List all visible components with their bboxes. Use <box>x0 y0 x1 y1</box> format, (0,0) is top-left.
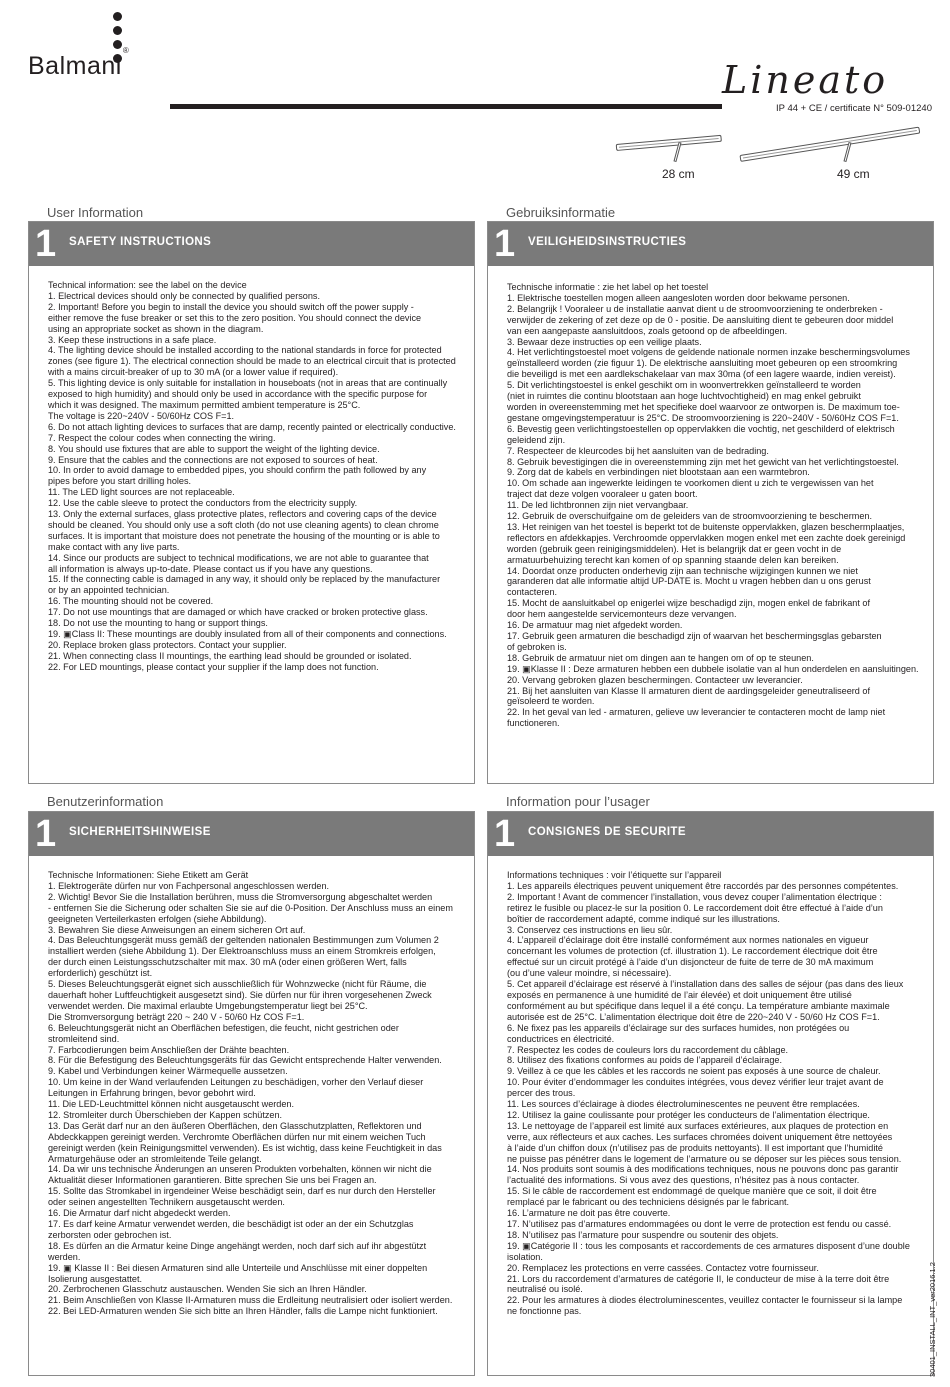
brand-name: Balmani <box>28 52 122 80</box>
section-title-de: Benutzerinformation <box>47 794 164 809</box>
section-body-fr: Informations techniques : voir l’étiquette sur l’appareil 1. Les appareils électriques peuvent uniquement être raccordés par des personnes compétentes. 2. Important ! Avant de commencer l’installation, vous devez couper l’alimentation électrique : retirez le fusible ou placez-le sur la position 0. Le raccordement doit être effectué à l’aide d’un boîtier de raccordement adapté, comme indiqué sur les illustrations. 3. Conservez ces instructions en lieu sûr. 4. L’appareil d’éclairage doit être installé conformément aux normes nationales en vigueur concernant les volumes de protection (cf. illustration 1). Le raccordement électrique doit être effectué sur un circuit protégé à l’aide d’un disjoncteur de fuite de terre de 30 mA maximum (ou d’une valeur moindre, si nécessaire). 5. Cet appareil d’éclairage est réservé à l’installation dans des salles de séjour (pas dans des lieux exposés en permanence à une humidité de l’air élevée) et doit uniquement être utilisé conformément au but spécifique dans lequel il a été conçu. La température ambiante maximale autorisée est de 25°C. L’alimentation électrique doit être de 220~240 V - 50/60 Hz COS F=1. 6. Ne fixez pas les appareils d’éclairage sur des surfaces humides, non protégées ou conductrices en électricité. 7. Respectez les codes de couleurs lors du raccordement du câblage. 8. Utilisez des fixations conformes au poids de l’appareil d’éclairage. 9. Veillez à ce que les câbles et les raccords ne soient pas exposés à une source de chaleur. 10. Pour éviter d’endommager les conduites intégrées, vous devez vérifier leur trajet avant de percer des trous. 11. Les sources d’éclairage à diodes électroluminescentes ne peuvent être remplacées. 12. Utilisez la gaine coulissante pour protéger les conducteurs de l’alimentation électrique. 13. Le nettoyage de l’appareil est limité aux surfaces extérieures, aux plaques de protection en verre, aux réflecteurs et aux caches. Les surfaces chromées doivent uniquement être nettoyées à l’aide d’un chiffon doux (n’utilisez pas de produits nettoyants). Il est important que l’humidité ne puisse pas pénétrer dans le logement de l’armature ou se déposer sur les pièces sous tension. 14. Nos produits sont soumis à des modifications techniques, nous ne pouvons donc pas garantir l’actualité des informations. Si vous avez des questions, n’hésitez pas à nous contacter. 15. Si le câble de raccordement est endommagé de quelque manière que ce soit, il doit être remplacé par le fabricant ou des techniciens désignés par le fabricant. 16. L’armature ne doit pas être couverte. 17. N’utilisez pas d’armatures endommagées ou dont le verre de protection est fendu ou cassé. 18. N’utilisez pas l’armature pour suspendre ou soutenir des objets. 19. ▣Catégorie II : tous les composants et raccordements de ces armatures disposent d’une double isolation. 20. Remplacez les protections en verre cassées. Contactez votre fournisseur. 21. Lors du raccordement d’armatures de catégorie II, le conducteur de mise à la terre doit être neutralisé ou isolé. 22. Pour les armatures à diodes électroluminescentes, veuillez contacter le fournisseur si la lampe ne fonctionne pas. <box>507 870 910 1317</box>
header-rule <box>170 104 722 109</box>
section-title-nl: Gebruiksinformatie <box>506 205 616 220</box>
section-heading-de: SICHERHEITSHINWEISE <box>69 826 211 838</box>
section-header-fr <box>488 812 933 856</box>
section-heading-fr: CONSIGNES DE SECURITE <box>528 826 686 838</box>
section-body-de: Technische Informationen: Siehe Etikett am Gerät 1. Elektrogeräte dürfen nur von Fachpersonal angeschlossen werden. 2. Wichtig! Bevor Sie die Installation berühren, muss die Stromversorgung abgeschaltet werden - entfernen Sie die Sicherung oder schalten Sie sie auf die 0-Position. Der Anschluss muss an einem geeigneten Verteilerkasten erfolgen (siehe Abbildung). 3. Bewahren Sie diese Anweisungen an einem sicheren Ort auf. 4. Das Beleuchtungsgerät muss gemäß der geltenden nationalen Bestimmungen zum Volumen 2 installiert werden (siehe Abbildung 1). Der Elektroanschluss muss an einem Stromkreis erfolgen, der durch einen Leistungsschutzschalter mit max. 30 mA (oder einen größeren Wert, falls erforderlich) geschützt ist. 5. Dieses Beleuchtungsgerät eignet sich ausschließlich für Wohnzwecke (nicht für Räume, die dauerhaft hoher Luftfeuchtigkeit ausgesetzt sind). Sie dürfen nur für ihren vorgesehenen Zweck verwendet werden. Die maximal erlaubte Umgebungstemperatur liegt bei 25°C. Die Stromversorgung beträgt 220 ~ 240 V - 50/60 Hz COS F=1. 6. Beleuchtungsgerät nicht an Oberflächen befestigen, die feucht, nicht gestrichen oder stromleitend sind. 7. Farbcodierungen beim Anschließen der Drähte beachten. 8. Für die Befestigung des Beleuchtungsgeräts für das Gewicht entsprechende Halter verwenden. 9. Kabel und Verbindungen keiner Wärmequelle aussetzen. 10. Um keine in der Wand verlaufenden Leitungen zu beschädigen, vorher den Verlauf dieser Leitungen in Erfahrung bringen, bevor gebohrt wird. 11. Die LED-Leuchtmittel können nicht ausgetauscht werden. 12. Stromleiter durch Überschieben der Kappen schützen. 13. Das Gerät darf nur an den äußeren Oberflächen, den Glasschutzplatten, Reflektoren und Abdeckkappen gereinigt werden. Verchromte Oberflächen dürfen nur mit einem weichen Tuch gereinigt werden (kein Reinigungsmittel verwenden). Es ist wichtig, dass keine Feuchtigkeit in das Armaturgehäuse oder an stromleitende Teile gelangt. 14. Da wir uns technische Änderungen an unseren Produkten vorbehalten, können wir nicht die Aktualität dieser Informationen garantieren. Bitte sprechen Sie uns bei Fragen an. 15. Sollte das Stromkabel in irgendeiner Weise beschädigt sein, darf es nur durch den Hersteller oder seinen angestellten Technikern ausgetauscht werden. 16. Die Armatur darf nicht abgedeckt werden. 17. Es darf keine Armatur verwendet werden, die beschädigt ist oder an der ein Schutzglas zerborsten oder gebrochen ist. 18. Es dürfen an die Armatur keine Dinge angehängt werden, noch darf sich auf ihr abgestützt werden. 19. ▣ Klasse II : Bei diesen Armaturen sind alle Unterteile und Anschlüsse mit einer doppelten Isolierung ausgestattet. 20. Zerbrochenen Glasschutz austauschen. Wenden Sie sich an Ihren Händler. 21. Beim Anschließen von Klasse II-Armaturen muss die Erdleitung neutralisiert oder isoliert werden. 22. Bei LED-Armaturen wenden Sie sich bitte an Ihren Händler, falls die Lampe nicht funktioniert. <box>48 870 453 1317</box>
section-number: 1 <box>35 813 57 855</box>
lamp-28cm-label: 28 cm <box>662 167 695 181</box>
section-title-en: User Information <box>47 205 144 220</box>
section-header-en <box>29 222 474 266</box>
safety-section-de <box>28 811 475 1376</box>
brand-logo <box>28 45 130 81</box>
lamp-49cm-illustration <box>738 120 928 170</box>
section-header-de <box>29 812 474 856</box>
section-title-fr: Information pour l’usager <box>506 794 650 809</box>
document-code: 30401_INSTALL_INT_ver2016.1.2 <box>928 1262 937 1377</box>
section-number: 1 <box>494 223 516 265</box>
section-heading-en: SAFETY INSTRUCTIONS <box>69 236 212 248</box>
section-body-nl: Technische informatie : zie het label op het toestel 1. Elektrische toestellen mogen alleen aangesloten worden door bekwame personen. 2. Belangrijk ! Vooraleer u de installatie aanvat dient u de stroomvoorziening te onderbreken - verwijder de zekering of zet deze op de 0 - positie. De aansluiting dient te gebeuren door middel van een aangepaste aansluitdoos, zoals getoond op de afbeeldingen. 3. Bewaar deze instructies op een veilige plaats. 4. Het verlichtingstoestel moet volgens de geldende nationale normen inzake beschermingsvolumes geïnstalleerd worden (zie figuur 1). De elektrische aansluiting moet gebeuren op een stroomkring die beveiligd is met een aardlekschakelaar van max 30ma (of een lagere waarde, indien vereist). 5. Dit verlichtingstoestel is enkel geschikt om in woonvertrekken geïnstalleerd te worden (niet in ruimtes die continu blootstaan aan hoge luchtvochtigheid) en mag enkel gebruikt worden in overeenstemming met het specifieke doel waarvoor ze ontworpen is. De maximum toe- gestane omgevingstemperatuur is 25°C. De stroomvoorziening is 220~240V - 50/60Hz COS F=1. 6. Bevestig geen verlichtingstoestellen op oppervlakken die vochtig, net geschilderd of elektrisch geleidend zijn. 7. Respecteer de kleurcodes bij het aansluiten van de bedrading. 8. Gebruik bevestigingen die in overeenstemming zijn met het gewicht van het verlichtingstoestel. 9. Zorg dat de kabels en verbindingen niet blootstaan aan een warmtebron. 10. Om schade aan ingewerkte leidingen te voorkomen dient u zich te vergewissen van het traject dat deze volgen vooraleer u gaten boort. 11. De led lichtbronnen zijn niet vervangbaar. 12. Gebruik de overschuifgaine om de geleiders van de stroomvoorziening te beschermen. 13. Het reinigen van het toestel is beperkt tot de buitenste oppervlakken, glazen beschermplaatjes, reflectors en afdekkapjes. Verchroomde oppervlakken mogen enkel met een zachte doek gereinigd worden (gebruik geen reinigingsmiddelen). Het is belangrijk dat er geen vocht in de armatuurbehuizing terecht kan komen of op spanning staande delen kan bereiken. 14. Doordat onze producten onderhevig zijn aan technische wijzigingen kunnen we niet garanderen dat alle informatie altijd UP-DATE is. Mocht u vragen hebben dan u ons gerust contacteren. 15. Mocht de aansluitkabel op enigerlei wijze beschadigd zijn, mogen enkel de fabrikant of door hem aangestelde servicemonteurs deze vervangen. 16. De armatuur mag niet afgedekt worden. 17. Gebruik geen armaturen die beschadigd zijn of waarvan het beschermingsglas gebarsten of gebroken is. 18. Gebruik de armatuur niet om dingen aan te hangen om of op te steunen. 19. ▣Klasse II : Deze armaturen hebben een dubbele isolatie van al hun onderdelen en aansluitingen. 20. Vervang gebroken glazen beschermingen. Contacteer uw leverancier. 21. Bij het aansluiten van Klasse II armaturen dient de aardingsgeleider geneutraliseerd of geïsoleerd te worden. 22. In het geval van led - armaturen, gelieve uw leverancier te contacteren mocht de lamp niet functioneren. <box>507 282 919 729</box>
registered-mark: ® <box>122 45 130 55</box>
safety-section-en <box>28 221 475 784</box>
section-heading-nl: VEILIGHEIDSINSTRUCTIES <box>528 236 687 248</box>
safety-section-nl <box>487 221 934 784</box>
section-header-nl <box>488 222 933 266</box>
lamp-49cm-label: 49 cm <box>837 167 870 181</box>
safety-section-fr <box>487 811 934 1376</box>
section-number: 1 <box>494 813 516 855</box>
section-number: 1 <box>35 223 57 265</box>
certification-line: IP 44 + CE / certificate N° 509-01240 <box>776 103 932 114</box>
section-body-en: Technical information: see the label on the device 1. Electrical devices should only be connected by qualified persons. 2. Important! Before you begin to install the device you should switch off the power supply - either remove the fuse breaker or set this to the zero position. You should connect the device using an appropriate socket as shown in the diagram. 3. Keep these instructions in a safe place. 4. The lighting device should be installed according to the national standards in force for protected zones (see figure 1). The electrical connection should be made to an electrical circuit that is protected with a mains circuit-breaker of up to 30 mA (or a lower value if required). 5. This lighting device is only suitable for installation in houseboats (not in areas that are continually exposed to high humidity) and should only be used in accordance with the specific purpose for which it was designed. The maximum permitted ambient temperature is 25°C. The voltage is 220~240V - 50/60Hz COS F=1. 6. Do not attach lighting devices to surfaces that are damp, recently painted or electrically conductive. 7. Respect the colour codes when connecting the wiring. 8. You should use fixtures that are able to support the weight of the lighting device. 9. Ensure that the cables and the connections are not exposed to sources of heat. 10. In order to avoid damage to embedded pipes, you should confirm the path followed by any pipes before you start drilling holes. 11. The LED light sources are not replaceable. 12. Use the cable sleeve to protect the conductors from the electricity supply. 13. Only the external surfaces, glass protective plates, reflectors and covering caps of the device should be cleaned. You should only use a soft cloth (do not use cleaning agents) to clean chrome surfaces. It is important that moisture does not penetrate the housing of the mounting or is able to make contact with any live parts. 14. Since our products are subject to technical modifications, we are not able to guarantee that all information is always up-to-date. Please contact us if you have any questions. 15. If the connecting cable is damaged in any way, it should only be replaced by the manufacturer or by an appointed technician. 16. The mounting should not be covered. 17. Do not use mountings that are damaged or which have cracked or broken protective glass. 18. Do not use the mounting to hang or support things. 19. ▣Class II: These mountings are doubly insulated from all of their components and connections. 20. Replace broken glass protectors. Contact your supplier. 21. When connecting class II mountings, the earthing lead should be grounded or isolated. 22. For LED mountings, please contact your supplier if the lamp does not function. <box>48 280 456 672</box>
product-name: Lineato <box>722 58 889 102</box>
